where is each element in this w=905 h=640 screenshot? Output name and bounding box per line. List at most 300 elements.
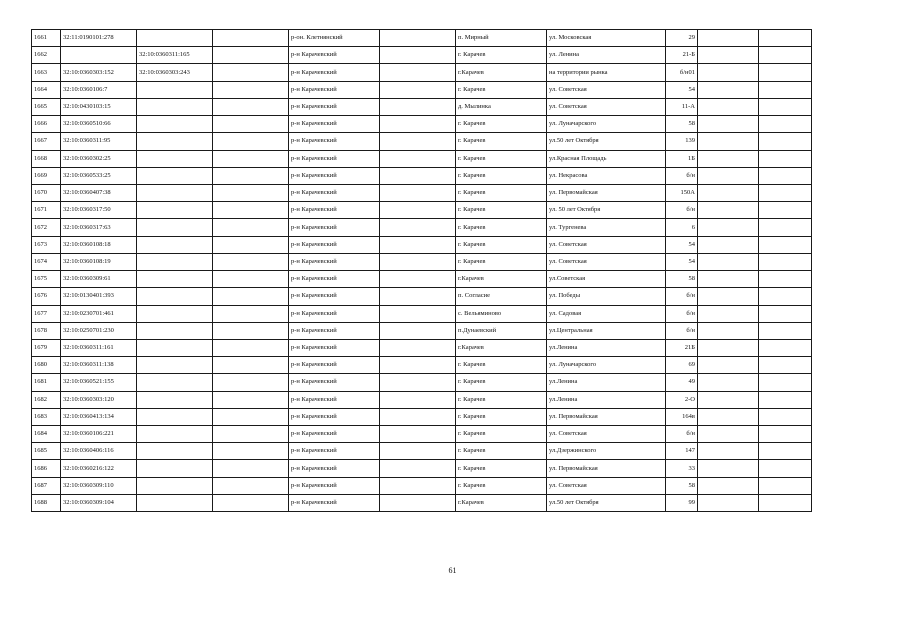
blank-column-cell	[213, 64, 289, 81]
blank-column-cell	[213, 443, 289, 460]
cadastral-number-cell: 32:10:0360108:19	[61, 253, 137, 270]
row-number-cell: 1687	[32, 477, 61, 494]
extra-2-cell	[759, 460, 812, 477]
district-extra-cell	[380, 253, 456, 270]
street-cell: ул. Садовая	[547, 305, 666, 322]
cadastral-number-secondary-cell	[137, 288, 213, 305]
extra-1-cell	[698, 150, 759, 167]
table-row	[32, 443, 812, 460]
row-number-cell: 1678	[32, 322, 61, 339]
district-extra-cell	[380, 202, 456, 219]
blank-column-cell	[213, 150, 289, 167]
table-row	[32, 477, 812, 494]
row-number-cell: 1685	[32, 443, 61, 460]
locality-cell: г. Карачев	[456, 253, 547, 270]
row-number-cell: 1672	[32, 219, 61, 236]
district-cell: р-н Карачевский	[289, 443, 380, 460]
extra-2-cell	[759, 426, 812, 443]
street-cell: ул. Первомайская	[547, 184, 666, 201]
blank-column-cell	[213, 253, 289, 270]
row-number-cell: 1681	[32, 374, 61, 391]
street-cell: ул.Ленина	[547, 374, 666, 391]
extra-1-cell	[698, 271, 759, 288]
cadastral-number-secondary-cell	[137, 202, 213, 219]
extra-1-cell	[698, 460, 759, 477]
cadastral-number-secondary-cell	[137, 408, 213, 425]
row-number-cell: 1675	[32, 271, 61, 288]
cadastral-number-secondary-cell	[137, 167, 213, 184]
extra-2-cell	[759, 374, 812, 391]
row-number-cell: 1670	[32, 184, 61, 201]
street-cell: ул.Центральная	[547, 322, 666, 339]
extra-1-cell	[698, 494, 759, 511]
row-number-cell: 1666	[32, 116, 61, 133]
district-cell: р-н Карачевский	[289, 253, 380, 270]
extra-1-cell	[698, 47, 759, 64]
blank-column-cell	[213, 305, 289, 322]
row-number-cell: 1669	[32, 167, 61, 184]
house-number-cell: 54	[666, 236, 698, 253]
blank-column-cell	[213, 184, 289, 201]
district-cell: р-н Карачевский	[289, 116, 380, 133]
locality-cell: п. Мирный	[456, 30, 547, 47]
blank-column-cell	[213, 477, 289, 494]
locality-cell: г. Карачев	[456, 460, 547, 477]
extra-2-cell	[759, 202, 812, 219]
district-cell: р-н Карачевский	[289, 98, 380, 115]
district-extra-cell	[380, 150, 456, 167]
blank-column-cell	[213, 322, 289, 339]
extra-2-cell	[759, 339, 812, 356]
extra-2-cell	[759, 116, 812, 133]
street-cell: ул. Некрасова	[547, 167, 666, 184]
street-cell: ул. Победы	[547, 288, 666, 305]
extra-1-cell	[698, 167, 759, 184]
cadastral-number-secondary-cell	[137, 116, 213, 133]
street-cell: ул. Советская	[547, 81, 666, 98]
locality-cell: г. Карачев	[456, 426, 547, 443]
row-number-cell: 1662	[32, 47, 61, 64]
extra-2-cell	[759, 305, 812, 322]
locality-cell: г.Карачев	[456, 339, 547, 356]
district-cell: р-н Карачевский	[289, 271, 380, 288]
cadastral-number-cell: 32:10:0360533:25	[61, 167, 137, 184]
street-cell: ул. 50 лет Октября	[547, 202, 666, 219]
cadastral-number-cell: 32:10:0360413:134	[61, 408, 137, 425]
house-number-cell: 69	[666, 357, 698, 374]
district-extra-cell	[380, 184, 456, 201]
house-number-cell: 11-А	[666, 98, 698, 115]
cadastral-number-secondary-cell	[137, 81, 213, 98]
table-row	[32, 116, 812, 133]
table-row	[32, 339, 812, 356]
extra-1-cell	[698, 288, 759, 305]
district-extra-cell	[380, 460, 456, 477]
table-row	[32, 494, 812, 511]
street-cell: ул. Советская	[547, 253, 666, 270]
cadastral-number-cell: 32:10:0360106:7	[61, 81, 137, 98]
extra-2-cell	[759, 98, 812, 115]
house-number-cell: 58	[666, 271, 698, 288]
extra-1-cell	[698, 116, 759, 133]
locality-cell: г. Карачев	[456, 116, 547, 133]
blank-column-cell	[213, 460, 289, 477]
property-registry-table	[31, 29, 812, 512]
district-cell: р-он. Клетнянский	[289, 30, 380, 47]
table-row	[32, 426, 812, 443]
row-number-cell: 1661	[32, 30, 61, 47]
extra-2-cell	[759, 150, 812, 167]
table-row	[32, 271, 812, 288]
locality-cell: г.Карачев	[456, 64, 547, 81]
district-cell: р-н Карачевский	[289, 322, 380, 339]
house-number-cell: 29	[666, 30, 698, 47]
extra-2-cell	[759, 271, 812, 288]
row-number-cell: 1677	[32, 305, 61, 322]
district-cell: р-н Карачевский	[289, 357, 380, 374]
locality-cell: г. Карачев	[456, 477, 547, 494]
locality-cell: г. Карачев	[456, 202, 547, 219]
house-number-cell: 58	[666, 116, 698, 133]
row-number-cell: 1673	[32, 236, 61, 253]
district-extra-cell	[380, 408, 456, 425]
house-number-cell: 6	[666, 219, 698, 236]
district-extra-cell	[380, 288, 456, 305]
cadastral-number-cell: 32:10:0360406:116	[61, 443, 137, 460]
district-cell: р-н Карачевский	[289, 202, 380, 219]
table-row	[32, 64, 812, 81]
district-cell: р-н Карачевский	[289, 133, 380, 150]
cadastral-number-cell: 32:10:0360108:18	[61, 236, 137, 253]
street-cell: ул. Советская	[547, 477, 666, 494]
row-number-cell: 1671	[32, 202, 61, 219]
street-cell: ул.50 лет Октября	[547, 133, 666, 150]
table-row	[32, 219, 812, 236]
cadastral-number-secondary-cell	[137, 219, 213, 236]
district-cell: р-н Карачевский	[289, 477, 380, 494]
district-cell: р-н Карачевский	[289, 494, 380, 511]
cadastral-number-cell: 32:10:0360521:155	[61, 374, 137, 391]
district-extra-cell	[380, 133, 456, 150]
cadastral-number-cell: 32:10:0360311:161	[61, 339, 137, 356]
locality-cell: г. Карачев	[456, 133, 547, 150]
locality-cell: с. Вельяминово	[456, 305, 547, 322]
street-cell: ул. Ленина	[547, 47, 666, 64]
extra-1-cell	[698, 305, 759, 322]
cadastral-number-cell: 32:10:0360317:63	[61, 219, 137, 236]
cadastral-number-cell: 32:10:0360216:122	[61, 460, 137, 477]
table-row	[32, 288, 812, 305]
row-number-cell: 1686	[32, 460, 61, 477]
district-extra-cell	[380, 494, 456, 511]
cadastral-number-cell: 32:10:0360303:120	[61, 391, 137, 408]
house-number-cell: б/н	[666, 202, 698, 219]
street-cell: ул. Советская	[547, 98, 666, 115]
district-extra-cell	[380, 339, 456, 356]
extra-2-cell	[759, 81, 812, 98]
table-row	[32, 391, 812, 408]
extra-1-cell	[698, 133, 759, 150]
table-row	[32, 133, 812, 150]
extra-2-cell	[759, 167, 812, 184]
blank-column-cell	[213, 167, 289, 184]
house-number-cell: 150А	[666, 184, 698, 201]
row-number-cell: 1667	[32, 133, 61, 150]
blank-column-cell	[213, 219, 289, 236]
cadastral-number-secondary-cell	[137, 305, 213, 322]
street-cell: ул. Тургенева	[547, 219, 666, 236]
table-row	[32, 408, 812, 425]
cadastral-number-secondary-cell: 32:10:0360311:165	[137, 47, 213, 64]
district-cell: р-н Карачевский	[289, 460, 380, 477]
house-number-cell: б/н	[666, 305, 698, 322]
cadastral-number-cell: 32:11:0190101:278	[61, 30, 137, 47]
extra-1-cell	[698, 477, 759, 494]
cadastral-number-secondary-cell	[137, 150, 213, 167]
district-extra-cell	[380, 271, 456, 288]
cadastral-number-secondary-cell	[137, 30, 213, 47]
blank-column-cell	[213, 81, 289, 98]
row-number-cell: 1688	[32, 494, 61, 511]
cadastral-number-cell: 32:10:0230701:461	[61, 305, 137, 322]
house-number-cell: б/н	[666, 167, 698, 184]
cadastral-number-cell: 32:10:0360311:95	[61, 133, 137, 150]
cadastral-number-cell: 32:10:0130401:393	[61, 288, 137, 305]
extra-1-cell	[698, 391, 759, 408]
street-cell: ул. Луначарского	[547, 116, 666, 133]
district-extra-cell	[380, 47, 456, 64]
cadastral-number-secondary-cell	[137, 253, 213, 270]
district-cell: р-н Карачевский	[289, 236, 380, 253]
locality-cell: г. Карачев	[456, 167, 547, 184]
district-cell: р-н Карачевский	[289, 64, 380, 81]
cadastral-number-secondary-cell	[137, 494, 213, 511]
extra-2-cell	[759, 288, 812, 305]
locality-cell: г.Карачев	[456, 494, 547, 511]
district-cell: р-н Карачевский	[289, 167, 380, 184]
house-number-cell: б/н01	[666, 64, 698, 81]
house-number-cell: 21-Б	[666, 47, 698, 64]
cadastral-number-secondary-cell	[137, 271, 213, 288]
district-cell: р-н Карачевский	[289, 305, 380, 322]
district-extra-cell	[380, 322, 456, 339]
house-number-cell: б/н	[666, 288, 698, 305]
table-row	[32, 322, 812, 339]
house-number-cell: б/н	[666, 322, 698, 339]
house-number-cell: б/н	[666, 426, 698, 443]
street-cell: ул.Ленина	[547, 339, 666, 356]
street-cell: на территории рынка	[547, 64, 666, 81]
district-extra-cell	[380, 116, 456, 133]
district-cell: р-н Карачевский	[289, 408, 380, 425]
blank-column-cell	[213, 236, 289, 253]
district-cell: р-н Карачевский	[289, 339, 380, 356]
table-row	[32, 47, 812, 64]
row-number-cell: 1682	[32, 391, 61, 408]
blank-column-cell	[213, 391, 289, 408]
district-extra-cell	[380, 219, 456, 236]
cadastral-number-cell	[61, 47, 137, 64]
blank-column-cell	[213, 357, 289, 374]
extra-1-cell	[698, 219, 759, 236]
locality-cell: д. Мылинка	[456, 98, 547, 115]
row-number-cell: 1679	[32, 339, 61, 356]
row-number-cell: 1664	[32, 81, 61, 98]
cadastral-number-secondary-cell	[137, 133, 213, 150]
cadastral-number-cell: 32:10:0250701:230	[61, 322, 137, 339]
extra-2-cell	[759, 47, 812, 64]
extra-2-cell	[759, 322, 812, 339]
locality-cell: г. Карачев	[456, 408, 547, 425]
extra-2-cell	[759, 64, 812, 81]
blank-column-cell	[213, 288, 289, 305]
district-cell: р-н Карачевский	[289, 391, 380, 408]
table-row	[32, 236, 812, 253]
cadastral-number-secondary-cell	[137, 443, 213, 460]
district-extra-cell	[380, 443, 456, 460]
blank-column-cell	[213, 133, 289, 150]
blank-column-cell	[213, 202, 289, 219]
cadastral-number-cell: 32:10:0360311:138	[61, 357, 137, 374]
cadastral-number-cell: 32:10:0360309:61	[61, 271, 137, 288]
district-cell: р-н Карачевский	[289, 288, 380, 305]
row-number-cell: 1680	[32, 357, 61, 374]
extra-2-cell	[759, 253, 812, 270]
district-extra-cell	[380, 426, 456, 443]
row-number-cell: 1683	[32, 408, 61, 425]
cadastral-number-secondary-cell	[137, 357, 213, 374]
table-row	[32, 30, 812, 47]
extra-2-cell	[759, 477, 812, 494]
blank-column-cell	[213, 426, 289, 443]
house-number-cell: 49	[666, 374, 698, 391]
district-extra-cell	[380, 236, 456, 253]
street-cell: ул.Дзержинского	[547, 443, 666, 460]
locality-cell: г. Карачев	[456, 219, 547, 236]
locality-cell: г. Карачев	[456, 391, 547, 408]
extra-1-cell	[698, 253, 759, 270]
district-cell: р-н Карачевский	[289, 150, 380, 167]
extra-1-cell	[698, 184, 759, 201]
locality-cell: г. Карачев	[456, 374, 547, 391]
locality-cell: п. Согласие	[456, 288, 547, 305]
street-cell: ул. Первомайская	[547, 460, 666, 477]
locality-cell: п.Дунаевский	[456, 322, 547, 339]
extra-1-cell	[698, 339, 759, 356]
house-number-cell: 58	[666, 477, 698, 494]
district-cell: р-н Карачевский	[289, 47, 380, 64]
extra-1-cell	[698, 98, 759, 115]
table-row	[32, 202, 812, 219]
blank-column-cell	[213, 47, 289, 64]
street-cell: ул.Советская	[547, 271, 666, 288]
extra-1-cell	[698, 443, 759, 460]
locality-cell: г.Карачев	[456, 271, 547, 288]
row-number-cell: 1676	[32, 288, 61, 305]
district-cell: р-н Карачевский	[289, 426, 380, 443]
extra-2-cell	[759, 391, 812, 408]
extra-1-cell	[698, 408, 759, 425]
extra-1-cell	[698, 236, 759, 253]
table-row	[32, 81, 812, 98]
cadastral-number-secondary-cell	[137, 374, 213, 391]
district-extra-cell	[380, 305, 456, 322]
street-cell: ул. Московская	[547, 30, 666, 47]
cadastral-number-secondary-cell: 32:10:0360303:243	[137, 64, 213, 81]
cadastral-number-cell: 32:10:0360303:152	[61, 64, 137, 81]
page-number: 61	[448, 566, 457, 575]
table-row	[32, 357, 812, 374]
cadastral-number-cell: 32:10:0360302:25	[61, 150, 137, 167]
blank-column-cell	[213, 374, 289, 391]
house-number-cell: 21Б	[666, 339, 698, 356]
house-number-cell: 164в	[666, 408, 698, 425]
cadastral-number-secondary-cell	[137, 236, 213, 253]
cadastral-number-secondary-cell	[137, 391, 213, 408]
blank-column-cell	[213, 408, 289, 425]
row-number-cell: 1684	[32, 426, 61, 443]
district-cell: р-н Карачевский	[289, 81, 380, 98]
table-row	[32, 460, 812, 477]
extra-2-cell	[759, 236, 812, 253]
cadastral-number-cell: 32:10:0360309:104	[61, 494, 137, 511]
district-extra-cell	[380, 98, 456, 115]
street-cell: ул.Ленина	[547, 391, 666, 408]
table-row	[32, 98, 812, 115]
extra-1-cell	[698, 64, 759, 81]
locality-cell: г. Карачев	[456, 47, 547, 64]
blank-column-cell	[213, 339, 289, 356]
district-extra-cell	[380, 477, 456, 494]
locality-cell: г. Карачев	[456, 236, 547, 253]
extra-2-cell	[759, 30, 812, 47]
district-cell: р-н Карачевский	[289, 184, 380, 201]
extra-1-cell	[698, 202, 759, 219]
table-row	[32, 150, 812, 167]
extra-1-cell	[698, 357, 759, 374]
extra-2-cell	[759, 133, 812, 150]
row-number-cell: 1668	[32, 150, 61, 167]
street-cell: ул. Первомайская	[547, 408, 666, 425]
registry-body	[32, 30, 812, 512]
street-cell: ул. Советская	[547, 426, 666, 443]
cadastral-number-secondary-cell	[137, 98, 213, 115]
district-cell: р-н Карачевский	[289, 374, 380, 391]
row-number-cell: 1665	[32, 98, 61, 115]
house-number-cell: 54	[666, 81, 698, 98]
house-number-cell: 99	[666, 494, 698, 511]
blank-column-cell	[213, 271, 289, 288]
cadastral-number-secondary-cell	[137, 184, 213, 201]
house-number-cell: 1Б	[666, 150, 698, 167]
cadastral-number-secondary-cell	[137, 322, 213, 339]
district-extra-cell	[380, 374, 456, 391]
extra-2-cell	[759, 494, 812, 511]
extra-1-cell	[698, 30, 759, 47]
district-extra-cell	[380, 167, 456, 184]
locality-cell: г. Карачев	[456, 443, 547, 460]
blank-column-cell	[213, 494, 289, 511]
house-number-cell: 147	[666, 443, 698, 460]
house-number-cell: 54	[666, 253, 698, 270]
cadastral-number-cell: 32:10:0360317:50	[61, 202, 137, 219]
locality-cell: г. Карачев	[456, 184, 547, 201]
extra-2-cell	[759, 443, 812, 460]
extra-2-cell	[759, 408, 812, 425]
street-cell: ул.50 лет Октября	[547, 494, 666, 511]
locality-cell: г. Карачев	[456, 81, 547, 98]
district-extra-cell	[380, 81, 456, 98]
